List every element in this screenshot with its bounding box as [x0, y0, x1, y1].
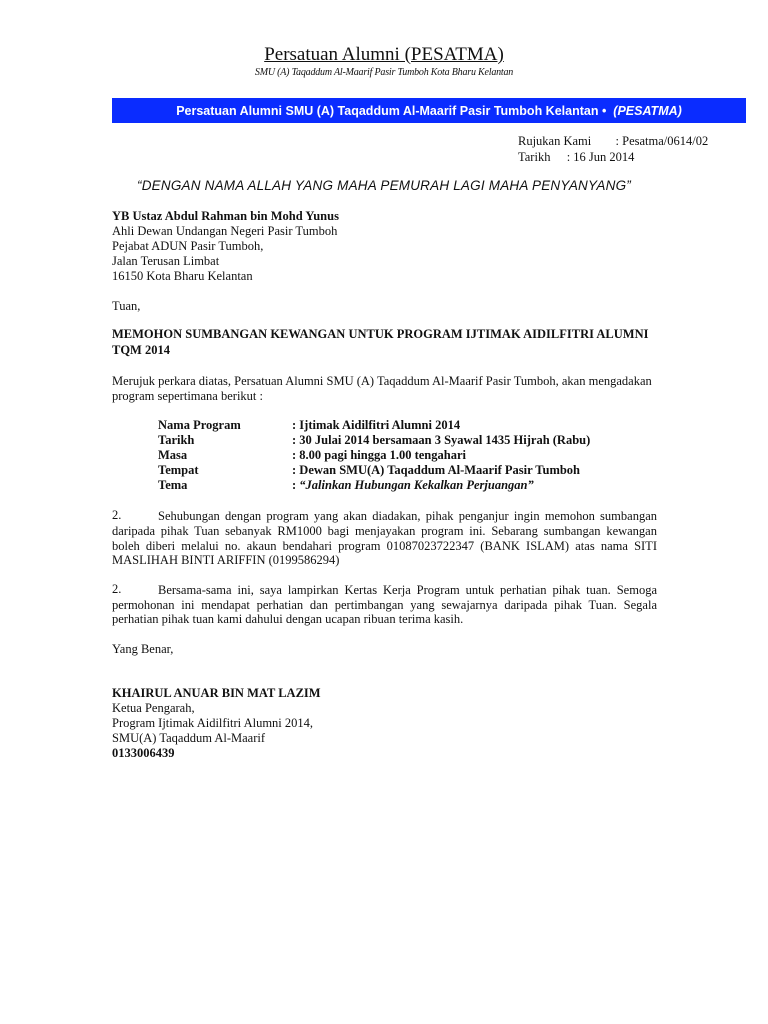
program-label: Tempat [158, 463, 199, 477]
reference-label: Rujukan Kami [518, 134, 592, 148]
letterhead-title: Persatuan Alumni (PESATMA) [264, 44, 504, 65]
date-label: Tarikh [518, 150, 551, 164]
paragraph-text: Sehubungan dengan program yang akan diadakan, pihak penganjur ingin memohon sumbangan [158, 509, 657, 523]
program-value: : 30 Julai 2014 bersamaan 3 Syawal 1435 Hijrah (Rabu) [292, 433, 591, 447]
signatory-phone: 0133006439 [112, 746, 175, 760]
reference-date [518, 150, 634, 165]
program-label: Nama Program [158, 418, 241, 432]
program-value [292, 478, 534, 493]
program-value: : Dewan SMU(A) Taqaddum Al-Maarif Pasir Tumboh [292, 463, 581, 477]
signatory-name: KHAIRUL ANUAR BIN MAT LAZIM [112, 686, 321, 700]
signatory-line: Ketua Pengarah, [112, 701, 195, 715]
paragraph-text: Bersama-sama ini, saya lampirkan Kertas Kerja Program untuk perhatian pihak tuan. Semoga [158, 583, 657, 597]
program-label: Tarikh [158, 433, 195, 447]
date-value: : 16 Jun 2014 [566, 150, 635, 164]
subject-line: MEMOHON SUMBANGAN KEWANGAN UNTUK PROGRAM IJTIMAK AIDILFITRI ALUMNI [112, 327, 649, 341]
paragraph-text: daripada pihak Tuan sebanyak RM1000 bagi menjayakan program ini. Sebarang sumbangan kewangan [112, 524, 657, 538]
program-theme: “Jalinkan Hubungan Kekalkan Perjuangan” [299, 478, 534, 492]
letterhead-address: SMU (A) Taqaddum Al-Maarif Pasir Tumboh Kota Bharu Kelantan [254, 67, 514, 78]
paragraph-text: boleh diberi melalui no. akaun bendahari program 01087023722347 (BANK ISLAM) atas nama SITI [112, 539, 657, 553]
bismillah-line: “DENGAN NAMA ALLAH YANG MAHA PEMURAH LAGI MAHA PENYANYANG” [137, 178, 631, 193]
reference-value: : Pesatma/0614/02 [615, 134, 709, 148]
program-value: : 8.00 pagi hingga 1.00 tengahari [292, 448, 466, 462]
program-value-prefix: : [292, 478, 300, 492]
paragraph-number: 2. [112, 582, 122, 596]
letterhead-banner [112, 98, 746, 123]
program-label: Masa [158, 448, 188, 462]
closing: Yang Benar, [112, 642, 174, 656]
paragraph-text: MASLIHAH BINTI ARIFFIN (0199586294) [112, 553, 340, 567]
signatory-line: SMU(A) Taqaddum Al-Maarif [112, 731, 266, 745]
program-value: : Ijtimak Aidilfitri Alumni 2014 [292, 418, 461, 432]
paragraph-number: 2. [112, 508, 122, 522]
reference-number [518, 134, 708, 149]
banner-abbrev: (PESATMA) [613, 103, 682, 118]
intro-line: program sepertimana berikut : [112, 389, 263, 403]
paragraph-text: permohonan ini mendapat perhatian dan pertimbangan yang sewajarnya daripada pihak Tuan. Segala [112, 598, 657, 612]
salutation: Tuan, [112, 299, 141, 313]
recipient-line: Pejabat ADUN Pasir Tumboh, [112, 239, 264, 253]
paragraph-text: perhatian pihak tuan kami dahului dengan ucapan ribuan terima kasih. [112, 612, 464, 626]
intro-line: Merujuk perkara diatas, Persatuan Alumni SMU (A) Taqaddum Al-Maarif Pasir Tumboh, akan mengadakan [112, 374, 652, 388]
recipient-name: YB Ustaz Abdul Rahman bin Mohd Yunus [112, 209, 339, 223]
signatory-line: Program Ijtimak Aidilfitri Alumni 2014, [112, 716, 314, 730]
subject-line: TQM 2014 [112, 343, 170, 357]
program-label: Tema [158, 478, 188, 492]
recipient-line: Jalan Terusan Limbat [112, 254, 220, 268]
recipient-line: Ahli Dewan Undangan Negeri Pasir Tumboh [112, 224, 338, 238]
recipient-line: 16150 Kota Bharu Kelantan [112, 269, 253, 283]
banner-text: Persatuan Alumni SMU (A) Taqaddum Al-Maarif Pasir Tumboh Kelantan • [176, 103, 607, 118]
